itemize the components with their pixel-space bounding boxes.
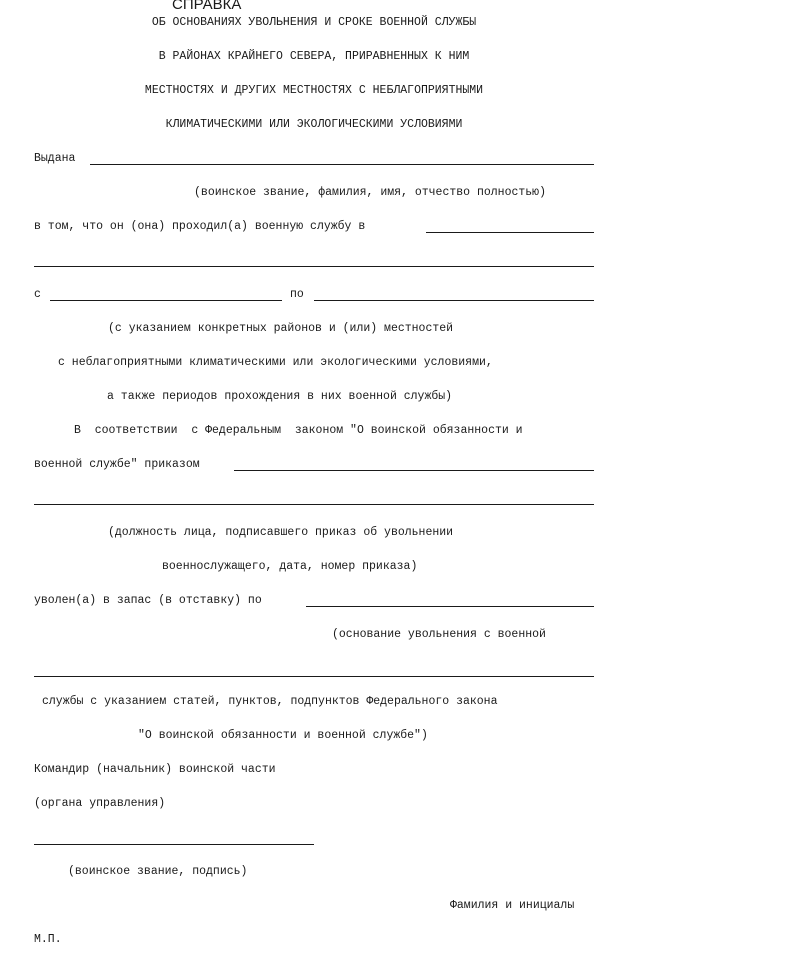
law-text-2: военной службе" приказом	[34, 458, 200, 471]
service-text: в том, что он (она) проходил(а) военную службу в	[34, 220, 366, 233]
stamp-label: М.П.	[34, 933, 62, 946]
service-location-blank	[426, 232, 594, 233]
service-location-blank-2	[34, 266, 594, 267]
heading-line-2: В РАЙОНАХ КРАЙНЕГО СЕВЕРА, ПРИРАВНЕННЫХ К НИМ	[158, 50, 470, 63]
grounds-hint-1: (основание увольнения с военной	[332, 628, 546, 641]
signature-blank	[34, 844, 314, 845]
order-blank	[234, 470, 594, 471]
issued-hint: (воинское звание, фамилия, имя, отчество полностью)	[194, 186, 546, 199]
order-blank-2	[34, 504, 594, 505]
to-label: по	[290, 288, 304, 301]
issued-label: Выдана	[34, 152, 76, 165]
law-text-1: В соответствии с Федеральным законом "О воинской обязанности и	[74, 424, 523, 437]
order-hint-2: военнослужащего, дата, номер приказа)	[162, 560, 418, 573]
discharged-text: уволен(а) в запас (в отставку) по	[34, 594, 262, 607]
discharge-grounds-blank-2	[34, 676, 594, 677]
heading-line-3: МЕСТНОСТЯХ И ДРУГИХ МЕСТНОСТЯХ С НЕБЛАГОПРИЯТНЫМИ	[144, 84, 484, 97]
heading-line-4: КЛИМАТИЧЕСКИМИ ИЛИ ЭКОЛОГИЧЕСКИМИ УСЛОВИЯМИ	[165, 118, 463, 131]
from-label: с	[34, 288, 41, 301]
order-hint-1: (должность лица, подписавшего приказ об увольнении	[108, 526, 454, 539]
from-date-blank	[50, 300, 282, 301]
signature-hint: (воинское звание, подпись)	[68, 865, 248, 878]
discharge-grounds-blank	[306, 606, 594, 607]
periods-hint-1: (с указанием конкретных районов и (или) местностей	[108, 322, 454, 335]
periods-hint-2: с неблагоприятными климатическими или экологическими условиями,	[58, 356, 493, 369]
issued-to-blank	[90, 164, 594, 165]
grounds-hint-2: службы с указанием статей, пунктов, подпунктов Федерального закона	[42, 695, 498, 708]
name-initials-label: Фамилия и инициалы	[450, 899, 575, 912]
document-title: СПРАВКА	[172, 0, 242, 13]
periods-hint-3: а также периодов прохождения в них военной службы)	[107, 390, 453, 403]
to-date-blank	[314, 300, 594, 301]
heading-line-1: ОБ ОСНОВАНИЯХ УВОЛЬНЕНИЯ И СРОКЕ ВОЕННОЙ СЛУЖБЫ	[151, 16, 477, 29]
grounds-hint-3: "О воинской обязанности и военной службе")	[138, 729, 428, 742]
commander-label-2: (органа управления)	[34, 797, 166, 810]
commander-label-1: Командир (начальник) воинской части	[34, 763, 276, 776]
